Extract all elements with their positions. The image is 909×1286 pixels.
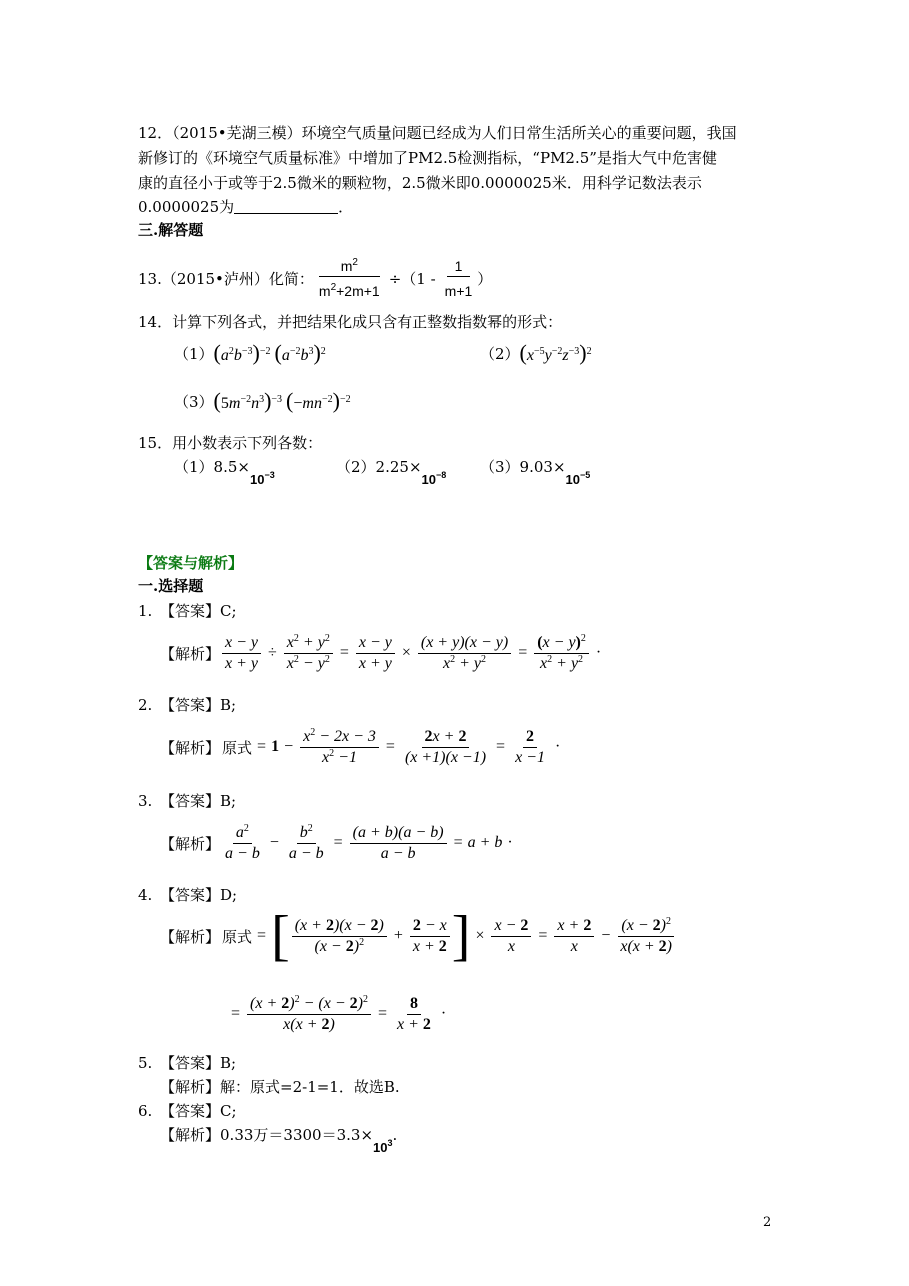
q14-p3-label: （3） — [174, 393, 214, 411]
q15-part1 — [174, 456, 275, 487]
answer-6-label: 【答案】C; — [160, 1102, 237, 1120]
answer-1 — [138, 600, 237, 621]
answer-3-label: 【答案】B; — [160, 792, 237, 810]
q13-prefix: 13.（2015•泸州）化简： — [138, 269, 314, 288]
answer-2-label: 【答案】B; — [160, 696, 237, 714]
q15-part3 — [480, 456, 591, 487]
analysis-4-line1: 【解析】 原式 = [ (x + 2)(x − 2) $(x - 2)^2$ + $\frac{2 - x}{x + 2}$ ] × $\frac{x - 2}{x}$ = $\frac{x + 2}{x}$ − $\frac{(x - 2)^2}{x(x + 2)}$ — [160, 905, 672, 967]
answer-1-num: 1. — [138, 602, 153, 620]
answer-5-label: 【答案】B; — [160, 1054, 237, 1072]
answer-4 — [138, 884, 237, 905]
q12-line3: 康的直径小于或等于2.5微米的颗粒物，2.5微米即0.0000025米．用科学记数法表示 — [138, 174, 702, 192]
q15-text: 15．用小数表示下列各数： — [138, 434, 323, 452]
q13-div: ÷（1 - — [388, 269, 436, 288]
analysis-2: 【解析】 原式 = 1 − $\frac{x^2 - 2x - 3}{x^2 -1}$ = $\frac{2x + 2}{(x +1)(x -1)}$ = $\frac{2}{x -1}$ · — [160, 726, 561, 766]
q14-text: 14．计算下列各式，并把结果化成只含有正整数指数幂的形式： — [138, 313, 563, 331]
answer-6 — [138, 1100, 237, 1121]
q14-p2-label: （2） — [480, 345, 520, 363]
q14-part3 — [174, 390, 351, 413]
answer-3 — [138, 790, 236, 811]
analysis-5-text: 解：原式=2-1=1．故选B. — [220, 1078, 400, 1096]
analysis-6-end: . — [392, 1126, 398, 1144]
answers-title: 【答案与解析】 — [138, 554, 244, 572]
analysis-6 — [160, 1124, 398, 1155]
q14-p1-label: （1） — [174, 345, 214, 363]
answer-6-num: 6. — [138, 1102, 153, 1120]
q15-p3-pow: $10^{-5}$ — [565, 470, 591, 487]
answer-3-num: 3. — [138, 792, 153, 810]
analysis-1: 【解析】 $\frac{x - y}{x + y}$ ÷ $\frac{x^2 + y^2}{x^2 - y^2}$ = $\frac{x - y}{x + y}$ × $\frac{(x + y)(x - y)}{x^2 + y^2}$ = $\frac{(x - y)^2}{x^2 + y^2}$ · — [160, 632, 602, 672]
analysis-4-line2: = $\frac{(x + 2)^2 - (x - 2)^2}{x(x + 2)}$ = $\frac{8}{x + 2}$ · — [231, 993, 447, 1033]
q13-fraction: $\frac{m^2}{m^2+2m+1}$ — [318, 256, 380, 299]
q15-part2 — [336, 456, 447, 487]
analysis-6-text: 0.33万＝3300＝3.3× — [220, 1126, 374, 1144]
analysis-3-label: 【解析】 — [160, 834, 221, 853]
q14-p1-expr: $(a^2b^{-3})^{-2}$ $(a^{-2}b^3)^2$ — [213, 340, 326, 365]
analysis-2-label: 【解析】 — [160, 738, 221, 757]
analysis-6-label: 【解析】 — [160, 1126, 221, 1144]
analysis-6-pow: $10^3$ — [373, 1138, 393, 1155]
section1-title: 一.选择题 — [138, 577, 204, 595]
answer-4-num: 4. — [138, 886, 153, 904]
answer-5 — [138, 1052, 236, 1073]
q13-close: ） — [477, 269, 493, 288]
q14-part2 — [480, 342, 592, 365]
analysis-2-yuanshi: 原式 — [222, 738, 253, 757]
q14-p3-expr: $(5m^{-2}n^3)^{-3}$ $(-mn^{-2})^{-2}$ — [213, 388, 351, 413]
q12-line4 — [138, 196, 353, 217]
answer-blank — [234, 199, 338, 214]
analysis-4-yuanshi: 原式 — [222, 927, 253, 946]
analysis-5-label: 【解析】 — [160, 1078, 221, 1096]
q12-line2: 新修订的《环境空气质量标准》中增加了PM2.5检测指标，“PM2.5”是指大气中危害健 — [138, 149, 717, 167]
analysis-3: 【解析】 $a^2$ a − b − $\frac{b^2}{a - b}$ = $\frac{(a + b)(a - b)}{a - b}$ = a + b · — [160, 822, 513, 862]
q15-p3: （3）9.03× — [480, 458, 566, 476]
section3-title: 三.解答题 — [138, 221, 204, 239]
q12-line4-text: 0.0000025为 — [138, 198, 235, 216]
answer-2-num: 2. — [138, 696, 153, 714]
q15-p2: （2）2.25× — [336, 458, 422, 476]
q14-part1 — [174, 342, 326, 365]
answer-1-label: 【答案】C; — [160, 602, 237, 620]
page-number: 2 — [763, 1215, 772, 1230]
answer-5-num: 5. — [138, 1054, 153, 1072]
answer-4-label: 【答案】D; — [160, 886, 238, 904]
analysis-4-label: 【解析】 — [160, 927, 221, 946]
answer-2 — [138, 694, 236, 715]
q15-p1: （1）8.5× — [174, 458, 250, 476]
q13-fraction2: 1 m+1 — [444, 257, 473, 299]
analysis-1-label: 【解析】 — [160, 644, 221, 663]
q12-line1: 12．（2015•芜湖三模）环境空气质量问题已经成为人们日常生活所关心的重要问题，我国 — [138, 124, 737, 142]
q13 — [138, 253, 492, 303]
q15-p1-pow: $10^{-3}$ — [249, 470, 275, 487]
analysis-5 — [160, 1076, 400, 1097]
q12-line4-end: ． — [338, 198, 354, 216]
q14-p2-expr: $(x^{-5}y^{-2}z^{-3})^2$ — [519, 340, 592, 365]
q15-p2-pow: $10^{-8}$ — [421, 470, 447, 487]
